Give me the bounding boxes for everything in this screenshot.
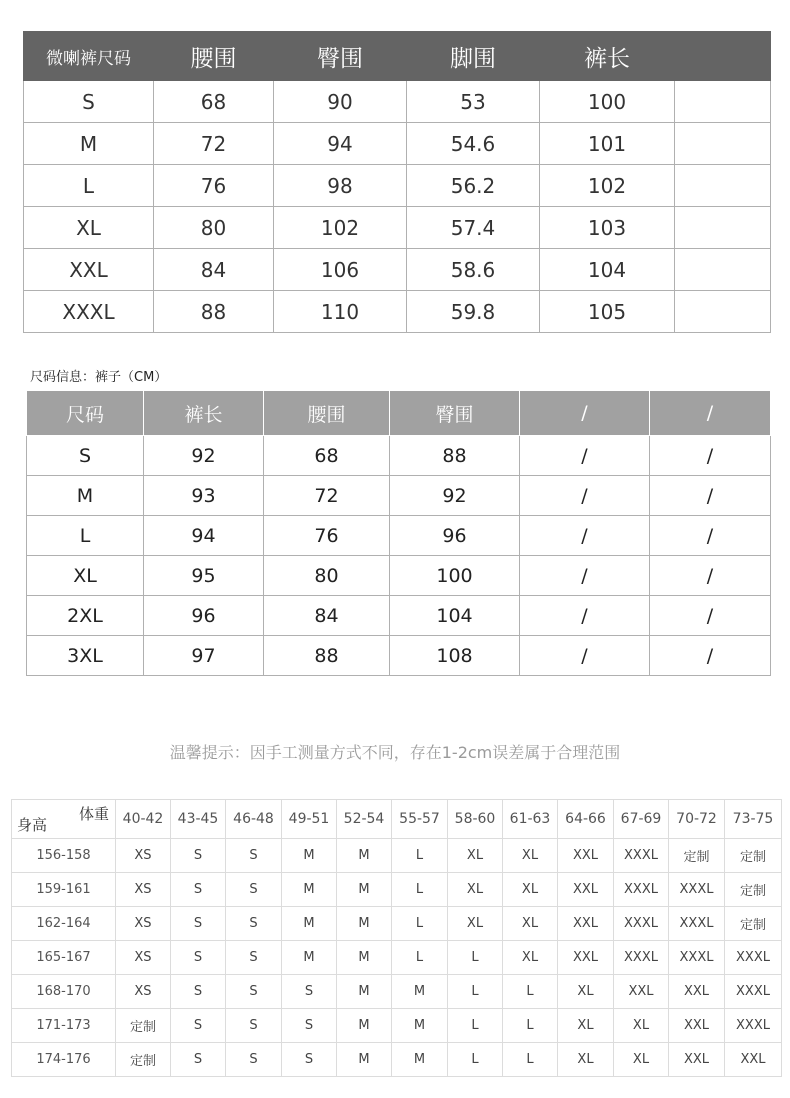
height-cell: 168-170 — [12, 975, 116, 1009]
size-cell: M — [337, 1043, 392, 1077]
table-row — [24, 291, 771, 333]
table-row — [27, 436, 771, 476]
table-row — [27, 556, 771, 596]
weight-cell: 43-45 — [171, 800, 226, 839]
size-cell: XXXL — [614, 907, 669, 941]
size-cell: XS — [116, 975, 171, 1009]
size-cell: S — [282, 1043, 337, 1077]
value-cell: 58.6 — [407, 249, 540, 291]
size-cell: XXL — [725, 1043, 782, 1077]
size-cell: S — [24, 81, 154, 123]
size-cell: XL — [448, 907, 503, 941]
size-cell: XXXL — [725, 975, 782, 1009]
value-cell: 93 — [144, 476, 264, 516]
weight-cell: 64-66 — [558, 800, 614, 839]
value-cell — [675, 165, 771, 207]
size-cell: L — [392, 839, 448, 873]
value-cell — [675, 291, 771, 333]
value-cell: 72 — [264, 476, 390, 516]
height-cell: 159-161 — [12, 873, 116, 907]
size-cell: L — [448, 941, 503, 975]
table-row — [12, 1043, 782, 1077]
header-cell: 裤长 — [144, 391, 264, 436]
height-label: 身高 — [17, 816, 48, 834]
size-cell: XXXL — [614, 941, 669, 975]
size-cell: M — [392, 975, 448, 1009]
size-cell: 2XL — [27, 596, 144, 636]
size-cell: L — [27, 516, 144, 556]
size-cell: XL — [614, 1009, 669, 1043]
size-cell: S — [226, 907, 282, 941]
size-cell: M — [27, 476, 144, 516]
size-cell: L — [448, 1009, 503, 1043]
size-cell: S — [171, 975, 226, 1009]
size-cell: L — [24, 165, 154, 207]
size-cell: XL — [503, 941, 558, 975]
value-cell: 96 — [390, 516, 520, 556]
size-cell: S — [226, 1009, 282, 1043]
size-cell: 定制 — [725, 873, 782, 907]
value-cell: / — [650, 436, 771, 476]
table-row — [24, 249, 771, 291]
size-cell: XS — [116, 907, 171, 941]
header-cell: 腰围 — [154, 32, 274, 81]
value-cell: 80 — [264, 556, 390, 596]
weight-cell: 49-51 — [282, 800, 337, 839]
value-cell: / — [520, 436, 650, 476]
value-cell: / — [650, 516, 771, 556]
size-cell: M — [337, 975, 392, 1009]
header-cell: 脚围 — [407, 32, 540, 81]
size-cell: XXXL — [669, 907, 725, 941]
size-cell: 定制 — [669, 839, 725, 873]
size-cell: XL — [503, 873, 558, 907]
size-cell: XXL — [614, 975, 669, 1009]
size-cell: M — [282, 839, 337, 873]
table-row — [24, 207, 771, 249]
header-cell: / — [520, 391, 650, 436]
size-cell: M — [24, 123, 154, 165]
table-row — [12, 975, 782, 1009]
size-cell: XXL — [669, 975, 725, 1009]
size-cell: XXL — [558, 873, 614, 907]
header-cell: 尺码 — [27, 391, 144, 436]
size-cell: 3XL — [27, 636, 144, 676]
size-cell: XL — [448, 839, 503, 873]
value-cell: 105 — [540, 291, 675, 333]
size-info-caption: 尺码信息：裤子（CM） — [30, 370, 168, 385]
size-cell: M — [337, 907, 392, 941]
size-cell: S — [171, 941, 226, 975]
value-cell: 76 — [154, 165, 274, 207]
size-cell: M — [392, 1009, 448, 1043]
weight-cell: 61-63 — [503, 800, 558, 839]
size-cell: 定制 — [725, 907, 782, 941]
value-cell: / — [520, 556, 650, 596]
weight-header-row — [12, 800, 782, 839]
size-cell: XL — [503, 907, 558, 941]
size-cell: XXL — [558, 839, 614, 873]
size-cell: M — [337, 873, 392, 907]
height-cell: 174-176 — [12, 1043, 116, 1077]
header-cell: 臀围 — [274, 32, 407, 81]
size-cell: XXL — [24, 249, 154, 291]
value-cell: 104 — [390, 596, 520, 636]
table-row — [24, 81, 771, 123]
value-cell — [675, 81, 771, 123]
weight-cell: 55-57 — [392, 800, 448, 839]
value-cell: 76 — [264, 516, 390, 556]
value-cell: 88 — [264, 636, 390, 676]
weight-cell: 40-42 — [116, 800, 171, 839]
size-cell: XXL — [558, 907, 614, 941]
value-cell: 104 — [540, 249, 675, 291]
value-cell: / — [520, 596, 650, 636]
value-cell: 101 — [540, 123, 675, 165]
size-cell: L — [448, 1043, 503, 1077]
value-cell: 94 — [274, 123, 407, 165]
value-cell: 100 — [540, 81, 675, 123]
size-cell: S — [226, 873, 282, 907]
corner-cell — [12, 800, 116, 839]
value-cell: 90 — [274, 81, 407, 123]
size-cell: L — [503, 975, 558, 1009]
table-row — [24, 123, 771, 165]
size-cell: XXL — [669, 1043, 725, 1077]
size-cell: S — [171, 873, 226, 907]
size-cell: XL — [24, 207, 154, 249]
size-cell: XXXL — [725, 1009, 782, 1043]
size-cell: XL — [614, 1043, 669, 1077]
value-cell: 95 — [144, 556, 264, 596]
size-cell: S — [226, 941, 282, 975]
size-cell: XXXL — [669, 873, 725, 907]
size-cell: 定制 — [116, 1043, 171, 1077]
value-cell: 88 — [390, 436, 520, 476]
table-header-row — [24, 32, 771, 81]
size-cell: XS — [116, 839, 171, 873]
size-cell: L — [392, 941, 448, 975]
height-cell: 165-167 — [12, 941, 116, 975]
value-cell: 72 — [154, 123, 274, 165]
table-row — [12, 873, 782, 907]
table-row — [12, 941, 782, 975]
size-cell: XL — [558, 1043, 614, 1077]
value-cell: / — [650, 556, 771, 596]
size-cell: S — [171, 907, 226, 941]
size-cell: 定制 — [116, 1009, 171, 1043]
size-cell: XL — [558, 975, 614, 1009]
height-cell: 171-173 — [12, 1009, 116, 1043]
header-cell: 臀围 — [390, 391, 520, 436]
value-cell: 108 — [390, 636, 520, 676]
size-cell: S — [226, 1043, 282, 1077]
value-cell: 100 — [390, 556, 520, 596]
value-cell: 110 — [274, 291, 407, 333]
table-row — [12, 907, 782, 941]
header-cell: 裤长 — [540, 32, 675, 81]
size-cell: 定制 — [725, 839, 782, 873]
value-cell: 92 — [144, 436, 264, 476]
value-cell: / — [650, 596, 771, 636]
header-cell: 腰围 — [264, 391, 390, 436]
value-cell: 53 — [407, 81, 540, 123]
size-cell: M — [282, 873, 337, 907]
value-cell: 102 — [274, 207, 407, 249]
table-header-row — [27, 391, 771, 436]
size-cell: XL — [558, 1009, 614, 1043]
value-cell: 59.8 — [407, 291, 540, 333]
height-weight-size-table — [11, 799, 782, 1077]
size-cell: S — [171, 1043, 226, 1077]
size-cell: XS — [116, 873, 171, 907]
size-cell: S — [282, 1009, 337, 1043]
size-cell: L — [392, 907, 448, 941]
size-cell: L — [448, 975, 503, 1009]
size-cell: L — [392, 873, 448, 907]
table-row — [27, 636, 771, 676]
value-cell: 103 — [540, 207, 675, 249]
size-cell: S — [171, 1009, 226, 1043]
size-cell: S — [171, 839, 226, 873]
size-cell: XL — [503, 839, 558, 873]
size-cell: L — [503, 1009, 558, 1043]
size-cell: S — [27, 436, 144, 476]
table-row — [27, 476, 771, 516]
weight-label: 体重 — [78, 805, 109, 823]
size-cell: XXXL — [614, 839, 669, 873]
size-cell: M — [392, 1043, 448, 1077]
size-cell: L — [503, 1043, 558, 1077]
value-cell — [675, 123, 771, 165]
weight-cell: 58-60 — [448, 800, 503, 839]
value-cell: 97 — [144, 636, 264, 676]
value-cell: / — [650, 636, 771, 676]
flare-pants-size-table — [23, 31, 771, 333]
size-cell: XL — [27, 556, 144, 596]
value-cell: 98 — [274, 165, 407, 207]
value-cell: 68 — [154, 81, 274, 123]
value-cell — [675, 249, 771, 291]
value-cell: 96 — [144, 596, 264, 636]
weight-cell: 46-48 — [226, 800, 282, 839]
header-cell: 微喇裤尺码 — [24, 32, 154, 81]
size-cell: XXXL — [669, 941, 725, 975]
size-cell: XL — [448, 873, 503, 907]
size-cell: M — [337, 941, 392, 975]
value-cell: 68 — [264, 436, 390, 476]
table-row — [24, 165, 771, 207]
value-cell — [675, 207, 771, 249]
header-cell: / — [650, 391, 771, 436]
value-cell: 80 — [154, 207, 274, 249]
value-cell: 106 — [274, 249, 407, 291]
size-cell: M — [337, 839, 392, 873]
table-row — [27, 516, 771, 556]
size-cell: XXL — [558, 941, 614, 975]
value-cell: / — [650, 476, 771, 516]
table-row — [27, 596, 771, 636]
weight-cell: 67-69 — [614, 800, 669, 839]
header-cell — [675, 32, 771, 81]
size-cell: XXXL — [24, 291, 154, 333]
pants-size-info-table — [26, 390, 771, 676]
value-cell: 88 — [154, 291, 274, 333]
size-cell: S — [226, 839, 282, 873]
size-cell: XXXL — [614, 873, 669, 907]
height-cell: 156-158 — [12, 839, 116, 873]
value-cell: 57.4 — [407, 207, 540, 249]
measurement-tip: 温馨提示：因手工测量方式不同，存在1-2cm误差属于合理范围 — [169, 743, 621, 762]
table-row — [12, 839, 782, 873]
size-cell: XXL — [669, 1009, 725, 1043]
value-cell: 102 — [540, 165, 675, 207]
size-cell: S — [226, 975, 282, 1009]
value-cell: 94 — [144, 516, 264, 556]
value-cell: / — [520, 516, 650, 556]
weight-cell: 73-75 — [725, 800, 782, 839]
size-cell: XS — [116, 941, 171, 975]
value-cell: / — [520, 476, 650, 516]
value-cell: 84 — [264, 596, 390, 636]
height-cell: 162-164 — [12, 907, 116, 941]
value-cell: 84 — [154, 249, 274, 291]
size-cell: M — [282, 907, 337, 941]
size-cell: XXXL — [725, 941, 782, 975]
size-cell: S — [282, 975, 337, 1009]
size-cell: M — [337, 1009, 392, 1043]
size-cell: M — [282, 941, 337, 975]
weight-cell: 52-54 — [337, 800, 392, 839]
table-row — [12, 1009, 782, 1043]
value-cell: 56.2 — [407, 165, 540, 207]
value-cell: 92 — [390, 476, 520, 516]
value-cell: 54.6 — [407, 123, 540, 165]
weight-cell: 70-72 — [669, 800, 725, 839]
value-cell: / — [520, 636, 650, 676]
